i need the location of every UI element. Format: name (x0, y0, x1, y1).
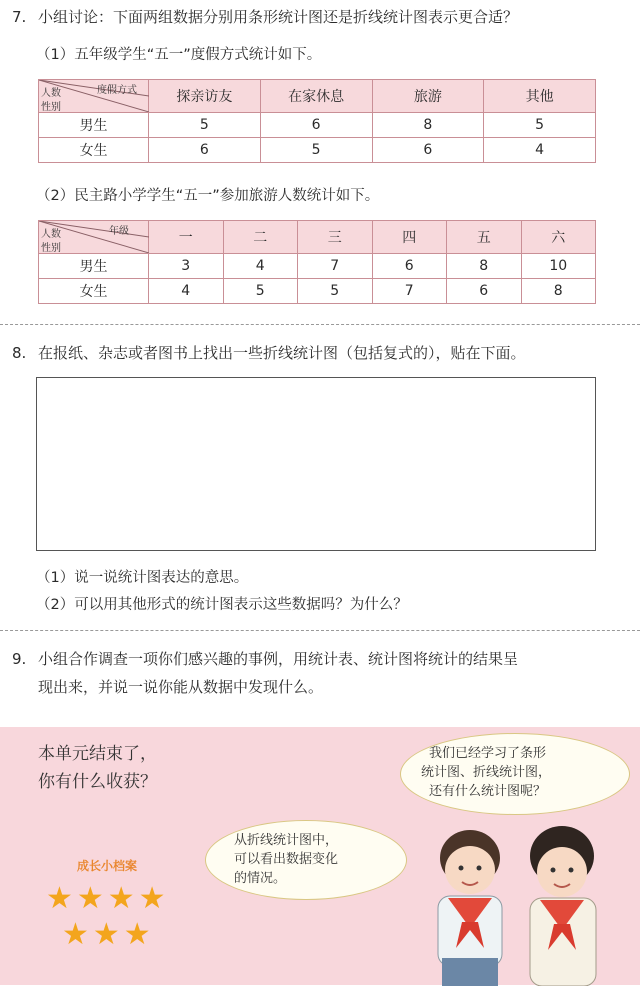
bubble-line: 从折线统计图中， (234, 833, 339, 848)
table-cell: 5 (484, 113, 596, 138)
column-header: 探亲访友 (149, 80, 261, 113)
stars-row-1: ★★★★ (46, 881, 170, 916)
table-cell: 5 (298, 279, 373, 304)
table-cell: 5 (149, 113, 261, 138)
q8-sub1: （1）说一说统计图表达的意思。 (36, 570, 249, 586)
question-number: 8. (12, 344, 27, 362)
bubble-line: 统计图、折线统计图， (421, 765, 552, 780)
summary-prompt-line2: 你有什么收获？ (38, 772, 157, 792)
paste-area[interactable] (36, 377, 596, 551)
table-cell: 8 (372, 113, 484, 138)
question-number: 7. (12, 8, 27, 26)
bubble-line: 的情况。 (234, 871, 287, 886)
table-cell: 5 (223, 279, 298, 304)
row-label: 男生 (39, 254, 149, 279)
girl-figure (530, 826, 596, 986)
table-cell: 6 (260, 113, 372, 138)
bubble-line: 还有什么统计图呢？ (429, 784, 547, 799)
part2-caption: （2）民主路小学学生“五一”参加旅游人数统计如下。 (36, 188, 380, 204)
column-header: 二 (223, 221, 298, 254)
table-cell: 4 (484, 138, 596, 163)
table-cell: 7 (372, 279, 447, 304)
boy-figure (438, 830, 502, 986)
row-label: 女生 (39, 279, 149, 304)
column-header: 四 (372, 221, 447, 254)
part1-caption: （1）五年级学生“五一”度假方式统计如下。 (36, 47, 322, 63)
row-label: 女生 (39, 138, 149, 163)
table-row (39, 254, 596, 279)
travel-table (38, 220, 596, 304)
speech-bubble-girl (400, 733, 630, 815)
section-divider (0, 324, 640, 325)
table-cell: 4 (149, 279, 224, 304)
summary-prompt-line1: 本单元结束了， (38, 744, 157, 764)
table-cell: 8 (447, 254, 522, 279)
table-row (39, 138, 596, 163)
speech-bubble-boy (205, 820, 407, 900)
table-cell: 7 (298, 254, 373, 279)
bubble-line: 可以看出数据变化 (234, 852, 339, 867)
bubble-line: 我们已经学习了条形 (429, 746, 547, 761)
table-cell: 8 (521, 279, 596, 304)
table-cell: 6 (447, 279, 522, 304)
table-corner-header (39, 80, 149, 113)
question-text: 在报纸、杂志或者图书上找出一些折线统计图（包括复式的），贴在下面。 (38, 344, 526, 362)
corner-left-bottom: 性别 (41, 102, 61, 113)
table-corner-header (39, 221, 149, 254)
vacation-table (38, 79, 596, 163)
question-9-line2: 现出来，并说一说你能从数据中发现什么。 (38, 678, 324, 696)
question-7-title (12, 6, 518, 28)
corner-left-top: 人数 (41, 88, 61, 99)
question-text: 小组合作调查一项你们感兴趣的事例，用统计表、统计图将统计的结果呈 (38, 650, 519, 668)
children-illustration (412, 818, 622, 986)
q8-sub2: （2）可以用其他形式的统计图表示这些数据吗？为什么？ (36, 597, 408, 613)
table-cell: 6 (149, 138, 261, 163)
table-row (39, 279, 596, 304)
growth-archive-label: 成长小档案 (76, 859, 137, 873)
column-header: 在家休息 (260, 80, 372, 113)
corner-left-top: 人数 (41, 229, 61, 240)
column-header: 旅游 (372, 80, 484, 113)
column-header: 六 (521, 221, 596, 254)
corner-top-right: 年级 (109, 226, 129, 237)
corner-left-bottom: 性别 (41, 243, 61, 254)
column-header: 三 (298, 221, 373, 254)
column-header: 其他 (484, 80, 596, 113)
question-number: 9. (12, 650, 27, 668)
table-cell: 6 (372, 254, 447, 279)
question-text: 小组讨论：下面两组数据分别用条形统计图还是折线统计图表示更合适？ (38, 8, 519, 26)
section-divider (0, 630, 640, 631)
table-cell: 4 (223, 254, 298, 279)
row-label: 男生 (39, 113, 149, 138)
table-cell: 10 (521, 254, 596, 279)
corner-top-right: 度假方式 (97, 85, 137, 96)
table-cell: 5 (260, 138, 372, 163)
table-cell: 6 (372, 138, 484, 163)
stars-row-2: ★★★ (62, 917, 155, 952)
column-header: 五 (447, 221, 522, 254)
question-8-title (12, 342, 526, 364)
column-header: 一 (149, 221, 224, 254)
table-cell: 3 (149, 254, 224, 279)
table-row (39, 113, 596, 138)
question-9-title (12, 648, 518, 670)
